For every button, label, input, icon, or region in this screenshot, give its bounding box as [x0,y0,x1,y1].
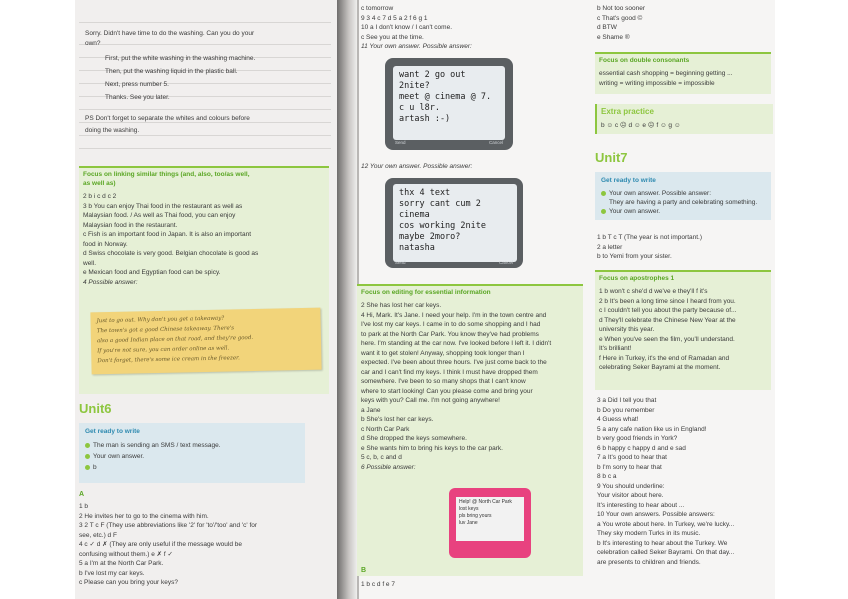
get-ready-heading: Get ready to write [85,428,140,435]
text-line: 4 Possible answer: [83,278,138,286]
text-line: confusing without them.) e ✗ f ✓ [79,550,173,558]
text-line: university this year. [599,326,655,333]
ready-item: The man is sending an SMS / text message. [85,441,221,451]
text-line: celebrating Seker Bayrami at the moment. [599,364,721,371]
text-line: 2 He invites her to go to the cinema with him. [79,512,209,520]
send-softkey: Send [395,140,406,145]
text-line: They sky modern Turks in its music. [597,530,701,537]
text-line: 3 b You can enjoy Thai food in the restaurant as well as [83,202,243,210]
text-line: c Please can you bring your keys? [79,579,178,586]
focus-editing-heading: Focus on editing for essential information [361,289,491,296]
note-line: Don't forget, there's some ice cream in the freezer. [97,355,240,365]
send-softkey: Send [395,260,406,265]
text-line: essential cash shopping = beginning getting ... [599,70,733,77]
focus-apostrophes-lines [599,287,736,373]
text-line: Malaysian food in the restaurant. [83,221,178,229]
focus-editing-lines [361,301,551,472]
phone-softkeys [385,260,523,265]
note-line: If you're not sure, you can order online as well. [97,345,230,355]
text-line: 1 b T c T (The year is not important.) [597,234,703,241]
text-line: 5 c, b, c and d [361,454,402,461]
text-line: It's brilliant! [599,345,632,352]
text-line: 2 b It's been a long time since I heard from you. [599,297,736,305]
text-line: a Jane [361,406,381,414]
sms-line: lost keys [459,506,479,512]
lower-lines [597,396,734,567]
text-line: 6 b happy c happy d and e sad [597,444,686,452]
text-line: 7 a It's good to hear that [597,454,667,461]
text-line: 2 She has lost her car keys. [361,302,442,309]
text-line: 10 a I don't know / I can't come. [361,24,453,31]
text-line: Your visitor about here. [597,492,664,499]
text-line: Malaysian food. / As well as Thai food, you can enjoy [83,212,236,219]
text-line: 9 You should underline: [597,482,665,490]
cancel-softkey: Cancel [498,260,513,265]
section-b-label: B [361,567,367,574]
text-line: 2 a letter [597,243,623,251]
note-line: Just to go out. Why don't you get a takeaway? [96,315,225,325]
sms-line: c u l8r. [399,103,440,113]
text-line: want it to get stolen! Anyway, shopping took longer than I [361,349,525,357]
extra-practice-box [595,104,773,134]
text-line: Sorry. Didn't have time to do the washing. Can you do your [85,30,255,37]
focus-apostrophes-box [595,270,771,390]
right-page [357,0,775,599]
unit7-title: Unit7 [595,150,628,165]
text-line: doing the washing. [85,127,140,134]
focus-linking-lines [83,192,258,287]
sms-line: sorry cant cum 2 cinema [399,199,481,220]
section-a-label: A [79,491,85,498]
text-line: e Shame ® [597,33,630,41]
bullet-icon [601,209,606,214]
text-line: see, etc.) d F [79,531,117,539]
book-gutter [337,0,357,599]
text-line: car and I can't find my keys. I think I must have dropped them [361,368,538,376]
unit6-title: Unit6 [79,401,112,416]
text-line: b Not too sooner [597,5,646,12]
ready-item: b [85,463,97,473]
text-line: well. [83,259,97,267]
text-line: It's interesting to hear about ... [597,501,685,509]
bullet-icon [85,454,90,459]
text-line: 1 b [79,503,89,510]
bullet-icon [85,443,90,448]
focus-double-box [595,52,771,94]
focus-linking-heading: Focus on linking similar things (and, also, too/as well, [83,171,250,178]
text-line: 4 c ✓ d ✗ (They are only useful if the message would be [79,541,243,548]
unit7-lines [597,233,702,262]
text-line: f Here in Turkey, it's the end of Ramadan and [599,354,730,362]
text-line: c North Car Park [361,425,410,433]
text-line: b ☺ c ☹ d ☺ e ☹ f ☺ g ☺ [601,122,681,129]
cancel-softkey: Cancel [488,140,503,145]
sms-line: luv Jane [459,520,478,526]
note-line: The town's got a good Chinese takeaway. There's [96,325,235,335]
text-line: 3 a Did I tell you that [597,397,657,404]
text-line: 11 Your own answer. Possible answer: [361,43,472,50]
left-page [75,0,337,599]
text-line: b Do you remember [597,406,655,414]
text-line: d BTW [597,24,617,31]
text-line: c tomorrow [361,5,394,12]
text-line: to park at the North Car Park. You know they've had problems [361,330,539,338]
text-line: 6 Possible answer: [361,463,416,471]
text-line: food in Norway. [83,240,128,248]
text-line: d Swiss chocolate is very good. Belgian chocolate is good as [83,250,259,257]
extra-practice-heading: Extra practice [601,107,654,116]
text-line: e Mexican food and Egyptian food can be spicy. [83,269,221,276]
text-line: 1 b won't c she'd d we've e they'll f it's [599,288,708,295]
text-line: e She wants him to bring his keys to the car park. [361,444,503,452]
text-line: e When you've seen the film, you'll understand. [599,335,735,343]
bullet-icon [85,465,90,470]
text-line: 1 b c d f e 7 [361,581,395,588]
ready-item: Your own answer. [85,452,144,462]
text-line: b I'm sorry to hear that [597,463,662,471]
sms-line: artash :-) [399,114,451,124]
text-line: expected. I've been about three hours. I've just come back to the [361,359,547,366]
ready-item: Your own answer. [601,207,660,217]
text-line: c That's good © [597,14,643,22]
text-line: b I've lost my car keys. [79,569,145,577]
text-line: c Fish is an important food in Japan. It is also an important [83,231,252,238]
phone-screen [456,497,524,541]
text-line: 5 a any cafe nation like us in England! [597,425,707,433]
phone-screen [393,66,505,140]
section-a-lines [79,502,257,588]
get-ready-box [79,423,305,483]
text-line: Thanks. See you later. [105,94,170,101]
text-line: 4 Guess what! [597,416,639,423]
text-line: 9 3 4 c 7 d 5 a 2 f 6 g 1 [361,14,428,22]
text-line: I've lost my car keys. I came in to do some shopping and I had [361,321,541,328]
focus-double-heading: Focus on double consonants [599,57,690,64]
text-line: celebration called Seker Bayrami. On that day... [597,549,735,556]
text-line: here. I'm standing at the car now. I've looked before I left it. I didn't [361,340,552,347]
text-line: c See you at the time. [361,33,424,41]
phone-message-3 [449,488,531,558]
sms-line: pls bring yours [459,513,492,519]
get-ready-heading: Get ready to write [601,177,656,184]
text-line: b She's lost her car keys. [361,416,434,423]
text-line: somewhere. I've been to so many shops that I can't know [361,378,526,385]
text-line: 2 b i c d c 2 [83,193,117,200]
text-line: 4 Hi, Mark. It's Jane. I need your help. I'm in the town centre and [361,311,547,319]
note-line: also a good Indian place on that road, and they're good. [96,335,254,345]
right-col-top [597,4,645,42]
sms-line: want 2 go out 2nite? [399,70,466,91]
text-line: First, put the white washing in the washing machine. [105,55,256,62]
focus-linking-heading-2: as well as) [83,180,116,187]
focus-editing-box [357,284,583,576]
text-line: PS Don't forget to separate the whites and colours before [85,115,250,122]
text-line: c I couldn't tell you about the party because of... [599,307,737,314]
sms-line: Help! @ North Car Park [459,499,512,505]
text-line: 10 Your own answers. Possible answers: [597,511,715,518]
text-line: 3 2 T c F (They use abbreviations like '2' for 'to'/'too' and 'c' for [79,522,258,529]
text-line: where to start looking! Can you please come and bring your [361,387,533,395]
text-line: Then, put the washing liquid in the plastic ball. [105,68,238,75]
text-line: b very good friends in York? [597,435,678,442]
focus-apostrophes-heading: Focus on apostrophes 1 [599,275,675,282]
text-line: writing = writing impossible = impossible [599,80,715,87]
text-line: 8 b c a [597,473,617,480]
ready-item: They are having a party and celebrating something. [609,199,758,206]
text-line: own? [85,40,101,47]
bullet-icon [601,191,606,196]
sms-line: natasha [399,243,435,253]
get-ready-box-7 [595,172,771,220]
focus-linking-box [79,166,329,394]
top-lines [361,4,472,52]
ready-item: Your own answer. Possible answer: [601,189,711,199]
sticky-note [90,308,321,375]
text-line: 5 a I'm at the North Car Park. [79,560,164,567]
sms-line: meet @ cinema @ 7. [399,92,492,102]
phone-message-2 [385,178,523,268]
question-12-label: 12 Your own answer. Possible answer: [361,163,473,170]
text-line: d They'll celebrate the Chinese New Year at the [599,316,736,324]
phone-softkeys [385,140,513,145]
text-line: keys with you? Call me. I'm not going anywhere! [361,397,500,404]
text-line: b to Yemi from your sister. [597,253,672,260]
text-line: are presents to children and friends. [597,558,701,566]
phone-message-1 [385,58,513,150]
sms-line: thx 4 text [399,188,451,198]
phone-screen [393,184,517,262]
text-line: Next, press number 5. [105,81,169,88]
sms-line: maybe 2moro? [399,232,461,242]
sms-line: cos working 2nite [399,221,486,231]
text-line: a You wrote about here. In Turkey, we're lucky... [597,520,735,528]
text-line: b It's interesting to hear about the Turkey. We [597,539,728,547]
text-line: d She dropped the keys somewhere. [361,435,467,442]
